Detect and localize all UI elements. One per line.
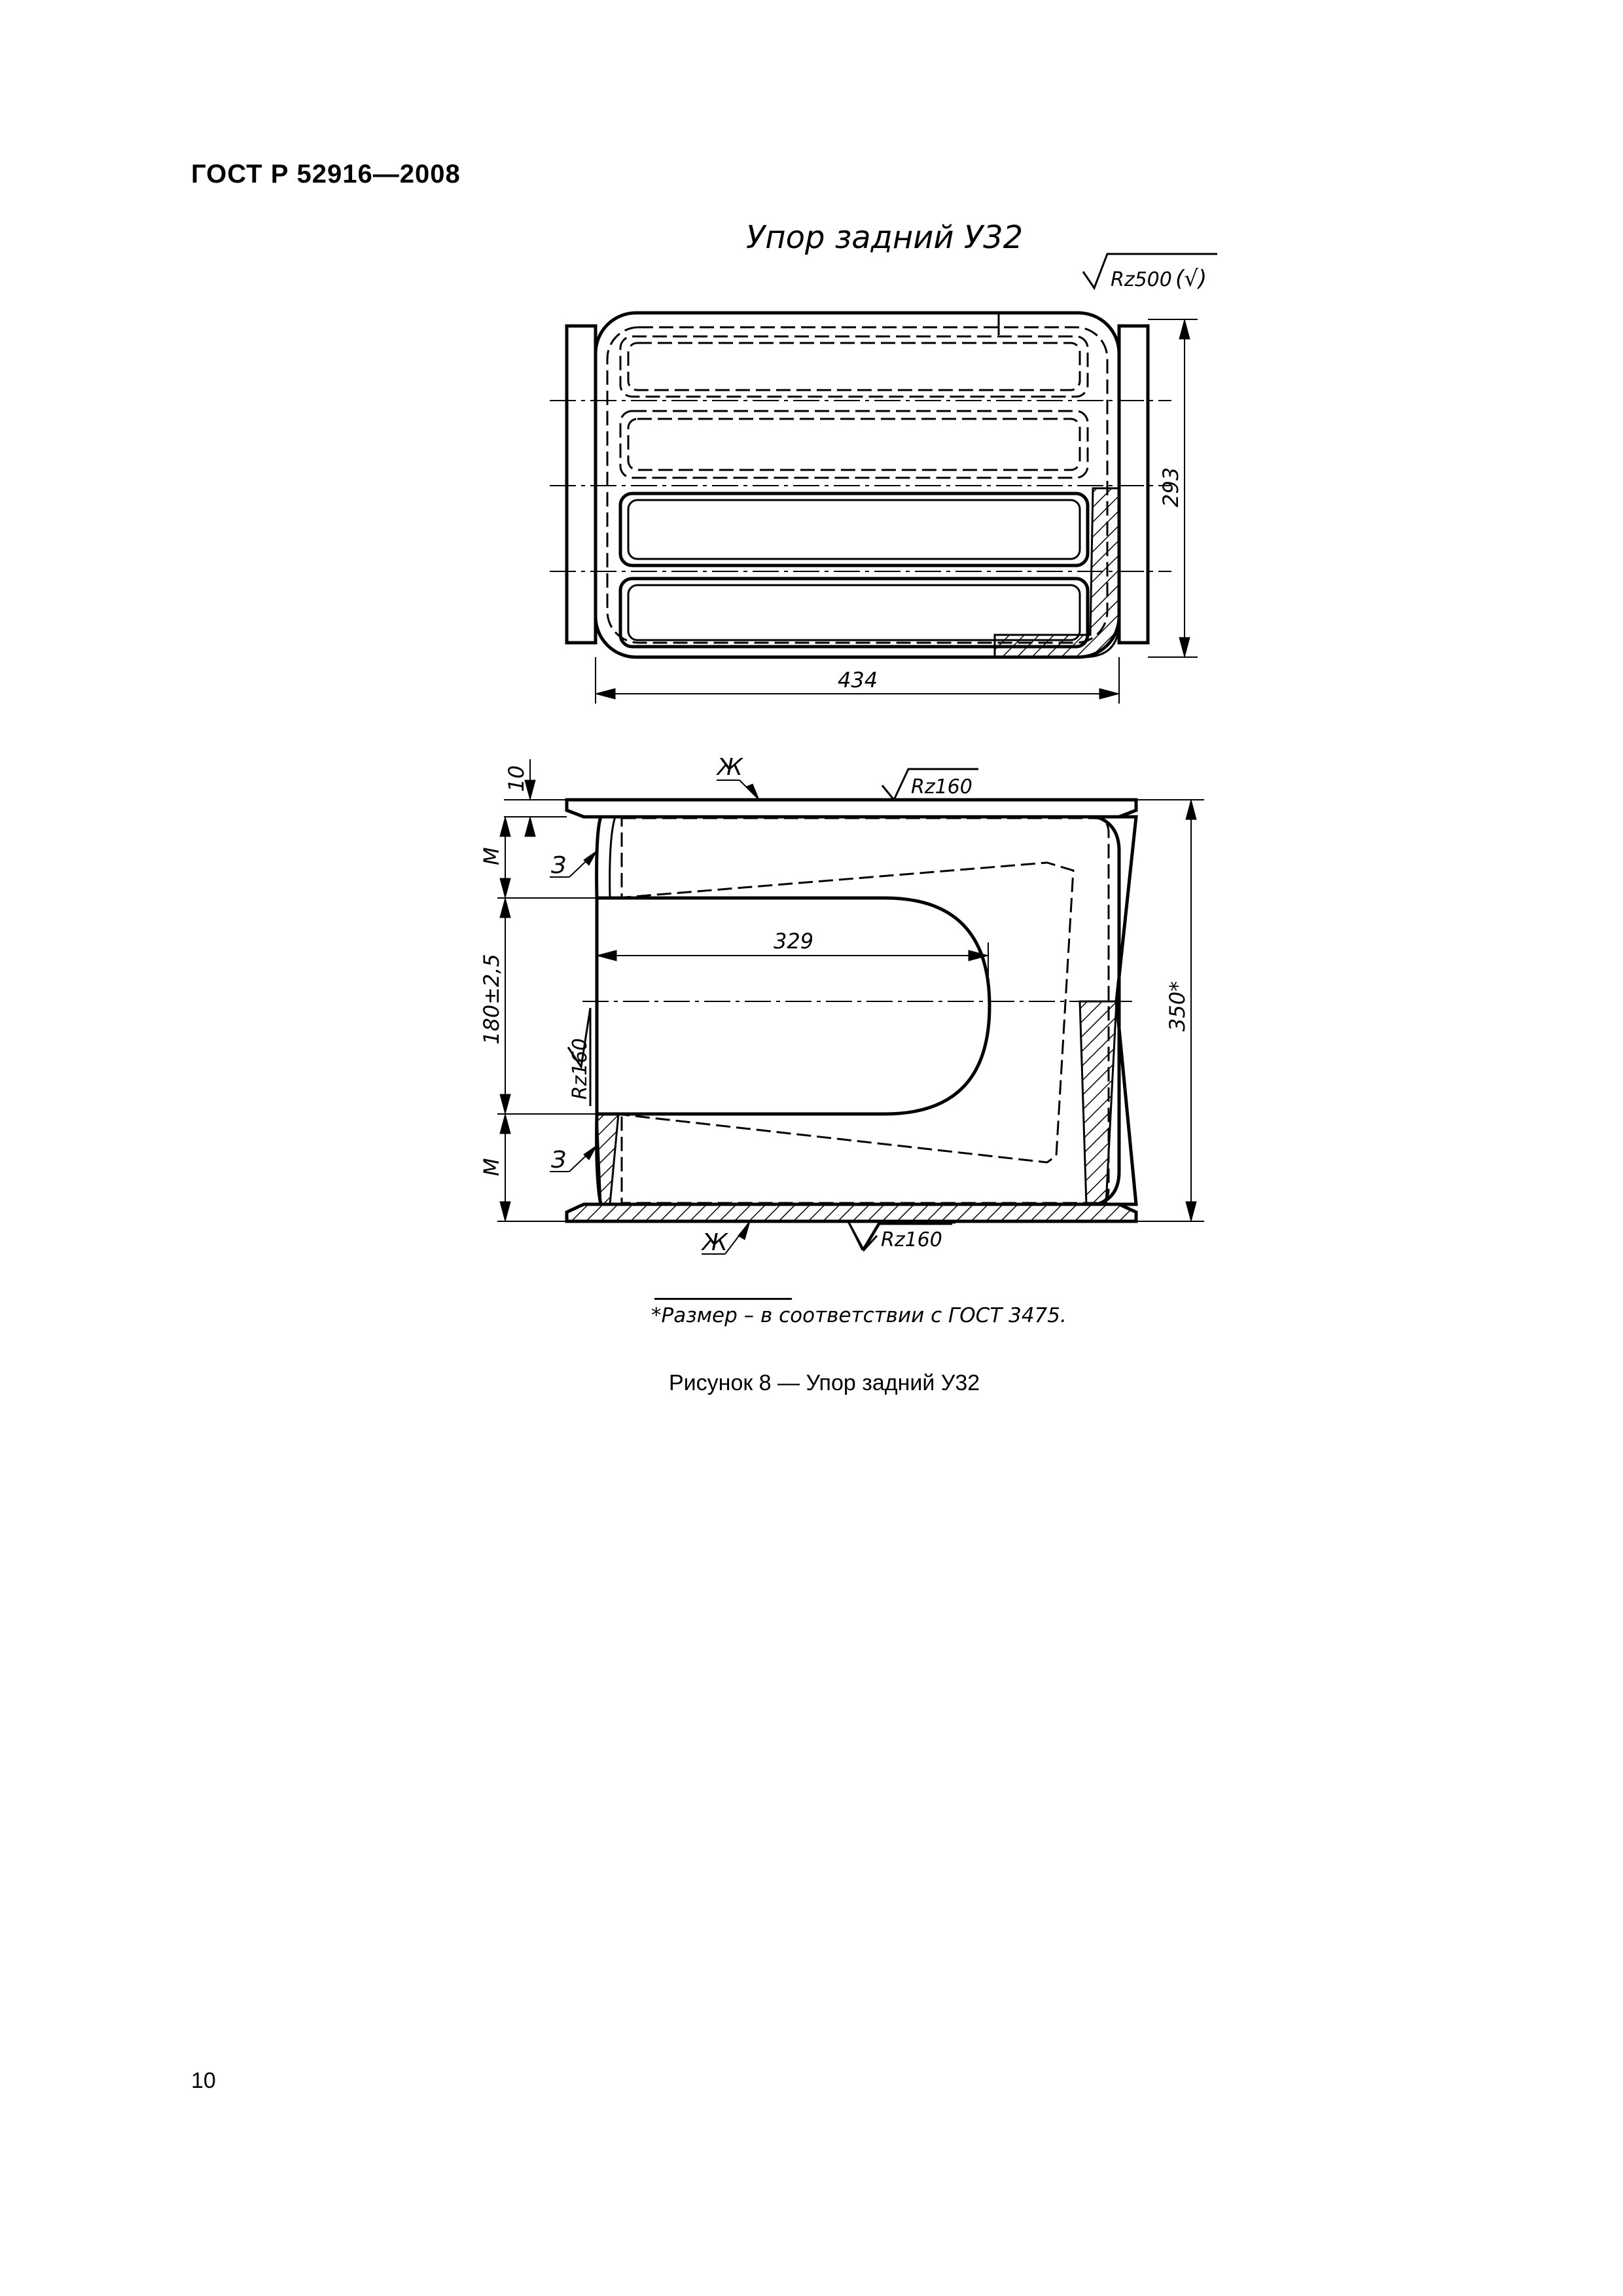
dimension-opening-label: 180±2,5 (479, 954, 504, 1045)
roughness-opening-label: Rz160 (569, 1038, 592, 1100)
top-view (550, 313, 1198, 704)
dimension-side-height-label: 350* (1165, 980, 1190, 1031)
dimension-height-label: 293 (1158, 467, 1183, 507)
footnote: *Размер – в соответствии с ГОСТ 3475. (651, 1304, 1067, 1327)
footnote-rule (654, 1298, 792, 1300)
roughness-top-flange-label: Rz160 (911, 776, 972, 798)
label-z-top: З (551, 852, 567, 879)
dimension-depth-label: 329 (774, 929, 814, 954)
page-number: 10 (191, 2068, 216, 2093)
figure-caption: Рисунок 8 — Упор задний У32 (669, 1371, 980, 1395)
dimension-m-top-label: M (479, 847, 504, 865)
roughness-general-label: Rz500 (1111, 268, 1172, 291)
drawing-title: Упор задний У32 (746, 219, 1024, 256)
label-zh-top: Ж (717, 754, 743, 781)
roughness-paren-symbol: (√) (1175, 266, 1207, 292)
side-section-view (497, 759, 1204, 1254)
dimension-flange-label: 10 (504, 765, 529, 792)
label-z-bottom: З (551, 1147, 567, 1174)
label-zh-bottom: Ж (702, 1229, 728, 1256)
roughness-symbol-general (1083, 254, 1217, 292)
dimension-width-label: 434 (838, 668, 878, 692)
dimension-m-bottom-label: M (479, 1158, 504, 1176)
roughness-bottom-flange-label: Rz160 (881, 1229, 942, 1251)
document-header: ГОСТ Р 52916—2008 (191, 160, 461, 188)
